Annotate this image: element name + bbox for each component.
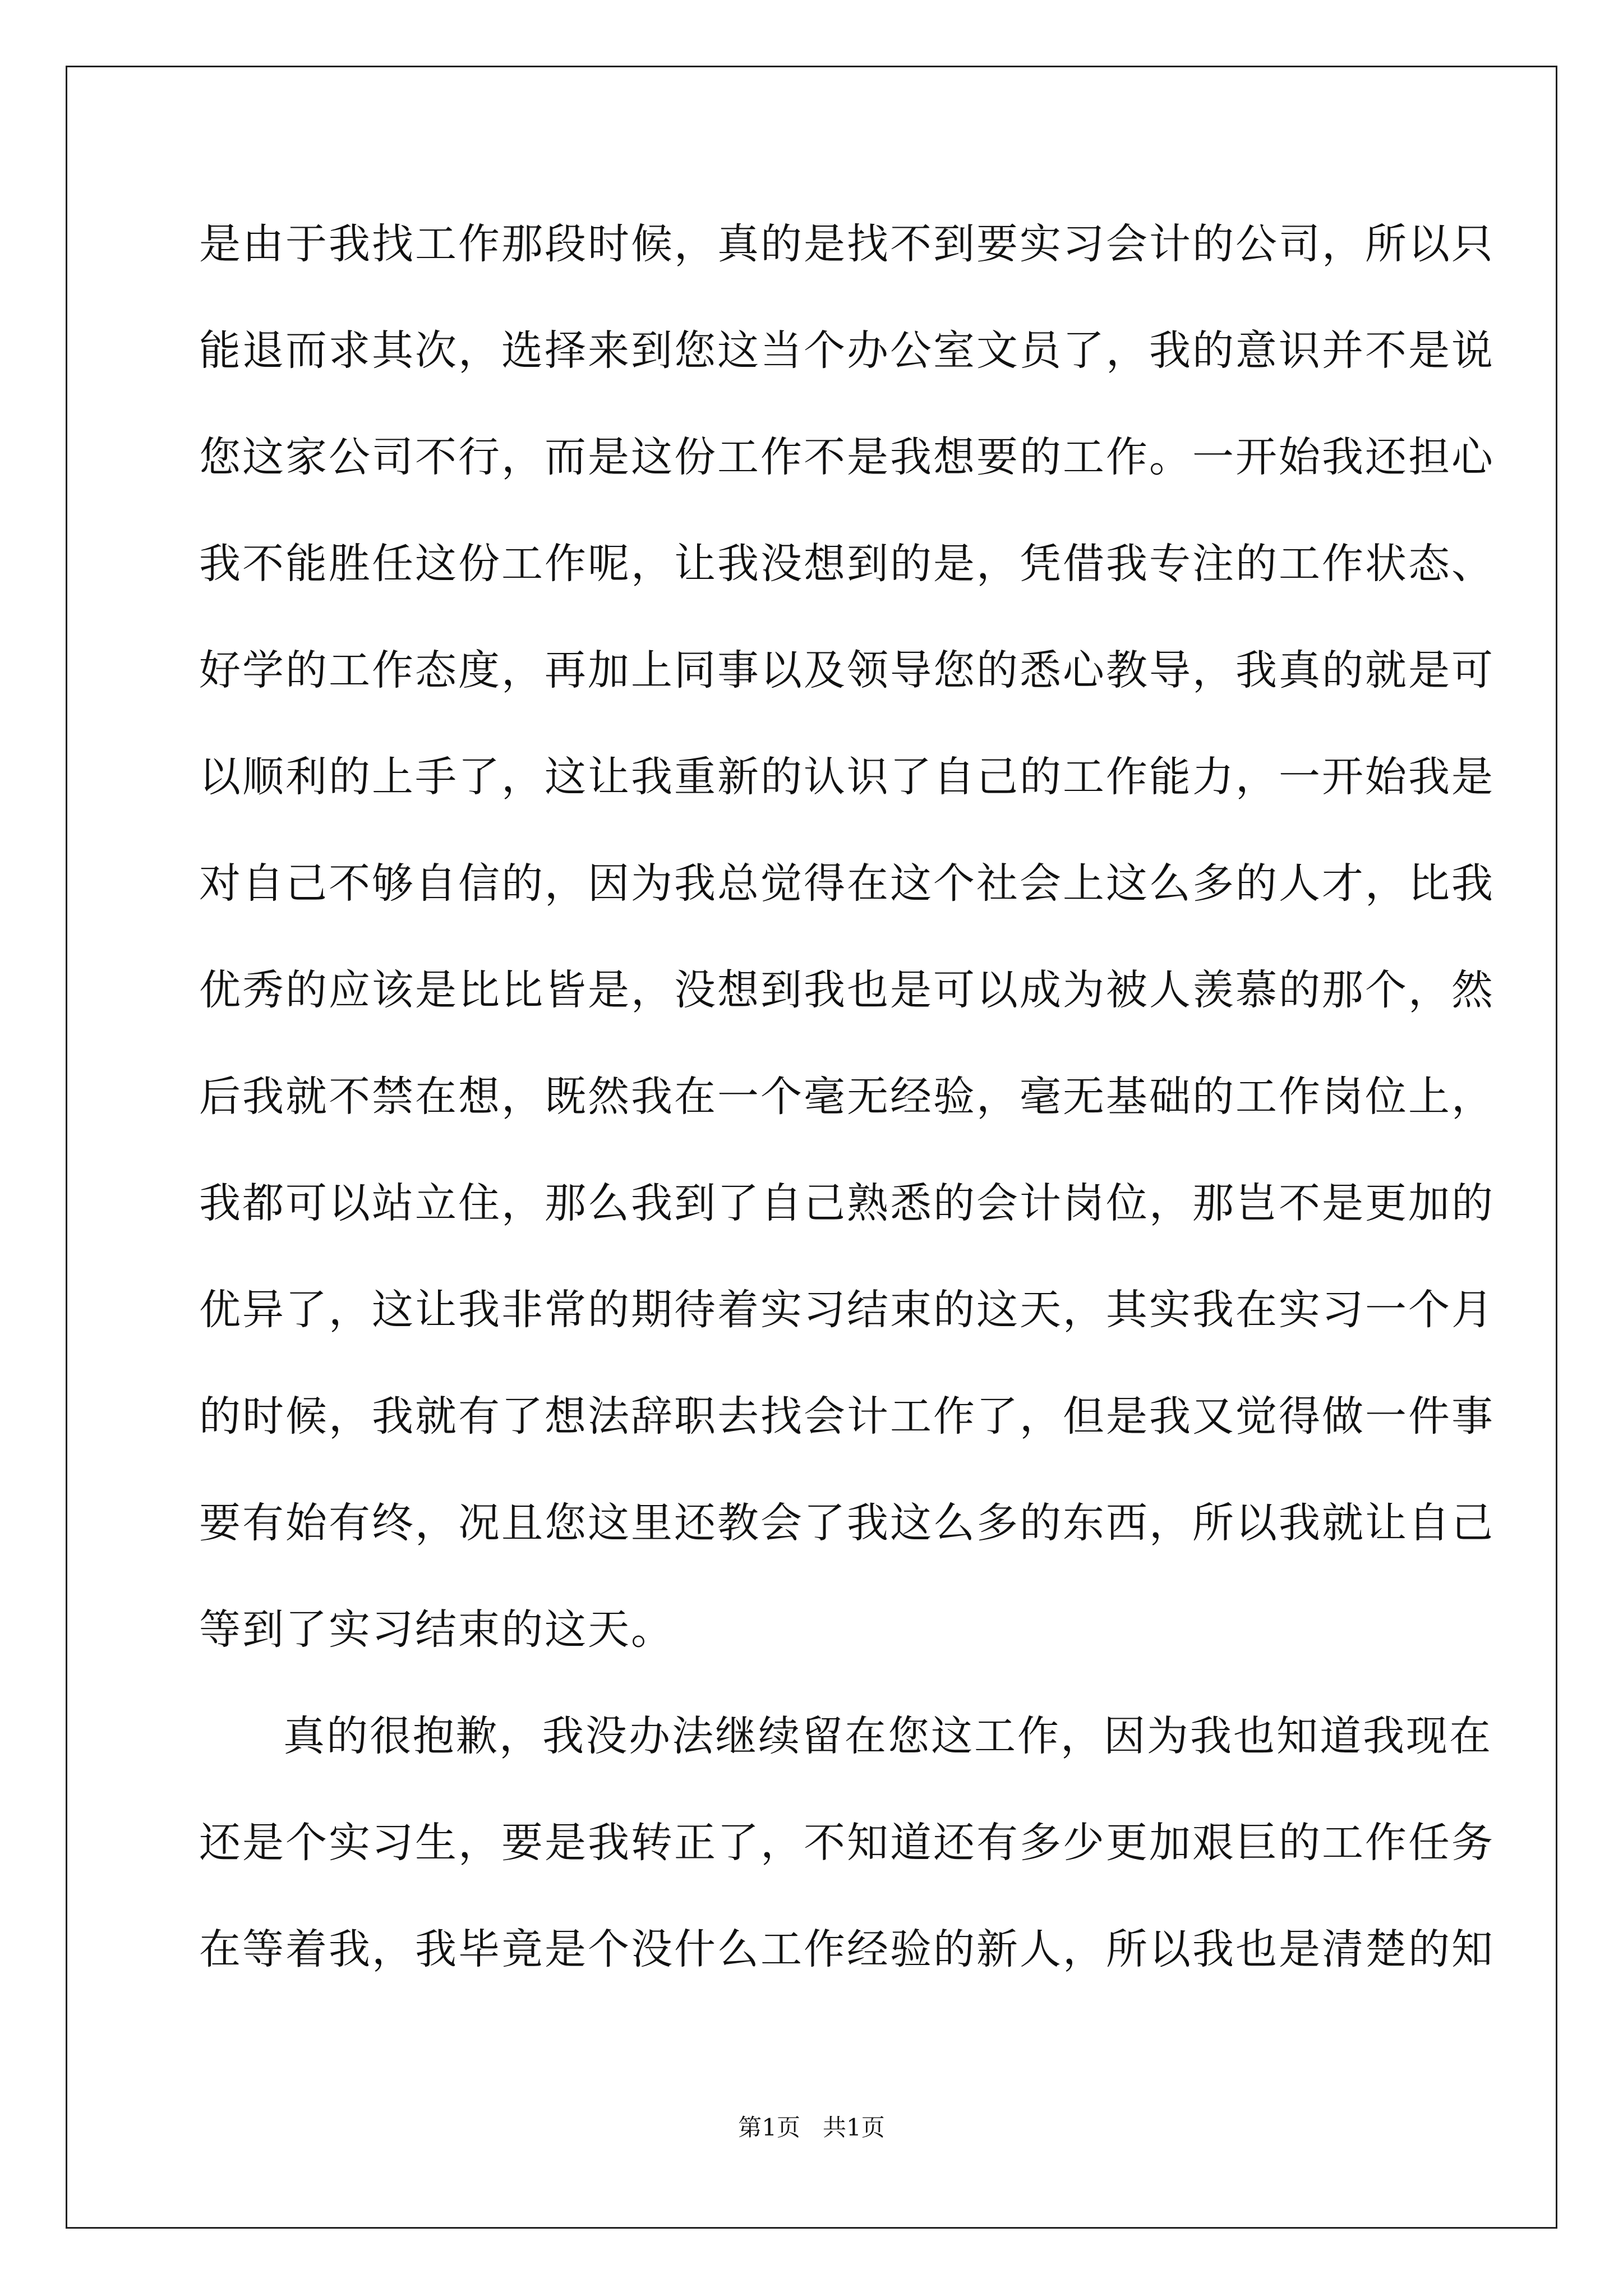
text-line: 要有始有终，况且您这里还教会了我这么多的东西，所以我就让自己	[199, 1499, 1495, 1547]
page-number-footer: 第1页 共1页	[738, 2114, 885, 2141]
text-line: 对自己不够自信的，因为我总觉得在这个社会上这么多的人才，比我	[199, 859, 1495, 908]
text-line: 我不能胜任这份工作呢，让我没想到的是，凭借我专注的工作状态、	[199, 540, 1495, 588]
text-line: 后我就不禁在想，既然我在一个毫无经验，毫无基础的工作岗位上，	[199, 1073, 1495, 1121]
text-line: 还是个实习生，要是我转正了，不知道还有多少更加艰巨的工作任务	[199, 1819, 1495, 1867]
text-line: 好学的工作态度，再加上同事以及领导您的悉心教导，我真的就是可	[199, 646, 1495, 694]
text-line: 我都可以站立住，那么我到了自己熟悉的会计岗位，那岂不是更加的	[199, 1179, 1495, 1227]
text-line: 优异了，这让我非常的期待着实习结束的这天，其实我在实习一个月	[199, 1286, 1495, 1334]
text-line: 是由于我找工作那段时候，真的是找不到要实习会计的公司，所以只	[199, 220, 1495, 268]
text-line: 等到了实习结束的这天。	[199, 1605, 674, 1654]
text-line: 在等着我，我毕竟是个没什么工作经验的新人，所以我也是清楚的知	[199, 1925, 1495, 1973]
paragraph-start-line: 真的很抱歉，我没办法继续留在您这工作，因为我也知道我现在	[283, 1712, 1492, 1760]
document-body	[199, 216, 1495, 2028]
text-line: 以顺利的上手了，这让我重新的认识了自己的工作能力，一开始我是	[199, 753, 1495, 801]
text-line: 优秀的应该是比比皆是，没想到我也是可以成为被人羡慕的那个，然	[199, 966, 1495, 1014]
text-line: 您这家公司不行，而是这份工作不是我想要的工作。一开始我还担心	[199, 433, 1495, 481]
text-line: 的时候，我就有了想法辞职去找会计工作了，但是我又觉得做一件事	[199, 1392, 1495, 1441]
text-line: 能退而求其次，选择来到您这当个办公室文员了，我的意识并不是说	[199, 326, 1495, 375]
